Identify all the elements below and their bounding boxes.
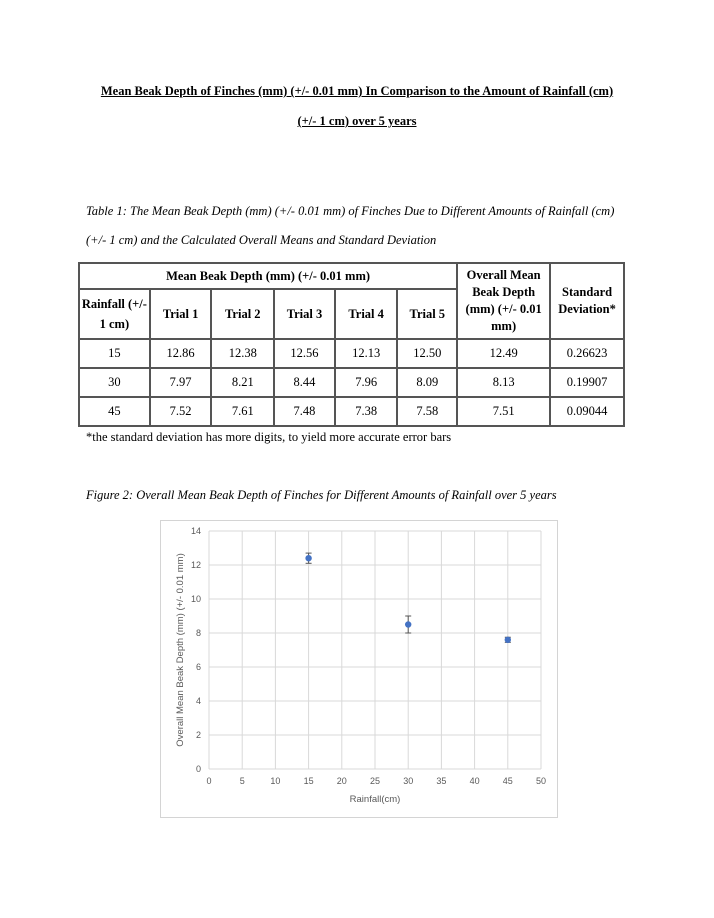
trial-cell: 8.44 — [274, 368, 335, 397]
table-row — [79, 368, 624, 397]
data-point — [305, 555, 311, 561]
trial-cell: 8.21 — [211, 368, 274, 397]
trial-cell: 12.38 — [211, 339, 274, 368]
mean-cell: 7.51 — [457, 397, 550, 426]
footnote: *the standard deviation has more digits, to yield more accurate error bars — [86, 430, 452, 444]
trial-cell: 7.58 — [397, 397, 457, 426]
mean-cell: 12.49 — [457, 339, 550, 368]
trial-cell: 7.97 — [150, 368, 212, 397]
y-tick-label: 0 — [195, 764, 201, 774]
trial-cell: 7.52 — [150, 397, 212, 426]
group-header: Mean Beak Depth (mm) (+/- 0.01 mm) — [79, 263, 457, 289]
trial-cell: 8.09 — [397, 368, 457, 397]
x-tick-label: 50 — [535, 776, 547, 786]
trial-header: Trial 3 — [274, 289, 335, 339]
x-axis-label: Rainfall(cm) — [349, 794, 401, 805]
trial-cell: 12.86 — [150, 339, 212, 368]
rainfall-cell: 30 — [79, 368, 150, 397]
std-cell: 0.19907 — [550, 368, 624, 397]
x-tick-label: 45 — [502, 776, 513, 786]
y-tick-label: 14 — [190, 526, 201, 536]
trial-header: Trial 5 — [397, 289, 457, 339]
trial-cell: 12.50 — [397, 339, 457, 368]
data-point — [405, 621, 411, 627]
overall-mean-header: Overall Mean Beak Depth (mm) (+/- 0.01 mm) — [457, 263, 550, 339]
x-tick-label: 30 — [403, 776, 414, 786]
rainfall-cell: 45 — [79, 397, 150, 426]
x-tick-label: 5 — [239, 776, 245, 786]
x-tick-label: 15 — [303, 776, 314, 786]
mean-cell: 8.13 — [457, 368, 550, 397]
figure-caption: Figure 2: Overall Mean Beak Depth of Finches for Different Amounts of Rainfall over 5 years — [86, 488, 557, 502]
x-tick-label: 25 — [369, 776, 381, 786]
std-cell: 0.09044 — [550, 397, 624, 426]
x-tick-label: 10 — [270, 776, 281, 786]
rainfall-header: Rainfall (+/- 1 cm) — [79, 289, 150, 339]
page-title-continued: (+/- 1 cm) over 5 years — [297, 114, 417, 128]
y-tick-label: 8 — [195, 628, 201, 638]
trial-cell: 7.61 — [211, 397, 274, 426]
trial-cell: 7.96 — [335, 368, 398, 397]
rainfall-beak-depth-chart — [160, 520, 558, 818]
trial-cell: 12.13 — [335, 339, 398, 368]
trial-cell: 7.38 — [335, 397, 398, 426]
y-tick-label: 10 — [190, 594, 201, 604]
x-tick-label: 0 — [206, 776, 212, 786]
trial-cell: 7.48 — [274, 397, 335, 426]
std-cell: 0.26623 — [550, 339, 624, 368]
trial-cell: 12.56 — [274, 339, 335, 368]
rainfall-cell: 15 — [79, 339, 150, 368]
table-caption-line1: Table 1: The Mean Beak Depth (mm) (+/- 0.01 mm) of Finches Due to Different Amounts of Rainfall (cm) — [86, 204, 615, 218]
y-tick-label: 12 — [190, 560, 201, 570]
table-row — [79, 339, 624, 368]
trial-header: Trial 4 — [335, 289, 398, 339]
x-tick-label: 20 — [336, 776, 347, 786]
y-tick-label: 2 — [195, 730, 201, 740]
std-dev-header: Standard Deviation* — [550, 263, 624, 339]
y-axis-label: Overall Mean Beak Depth (mm) (+/- 0.01 mm) — [175, 553, 186, 747]
data-point — [505, 637, 511, 643]
y-tick-label: 6 — [195, 662, 201, 672]
y-tick-label: 4 — [195, 696, 201, 706]
trial-header: Trial 1 — [150, 289, 212, 339]
page-title: Mean Beak Depth of Finches (mm) (+/- 0.01 mm) In Comparison to the Amount of Rainfall (cm) — [100, 84, 614, 98]
x-tick-label: 40 — [469, 776, 480, 786]
x-tick-label: 35 — [436, 776, 447, 786]
trial-header: Trial 2 — [211, 289, 274, 339]
chart-canvas — [161, 521, 557, 817]
table-row — [79, 397, 624, 426]
beak-depth-table — [78, 262, 625, 427]
table-caption-line2: (+/- 1 cm) and the Calculated Overall Means and Standard Deviation — [86, 233, 437, 247]
